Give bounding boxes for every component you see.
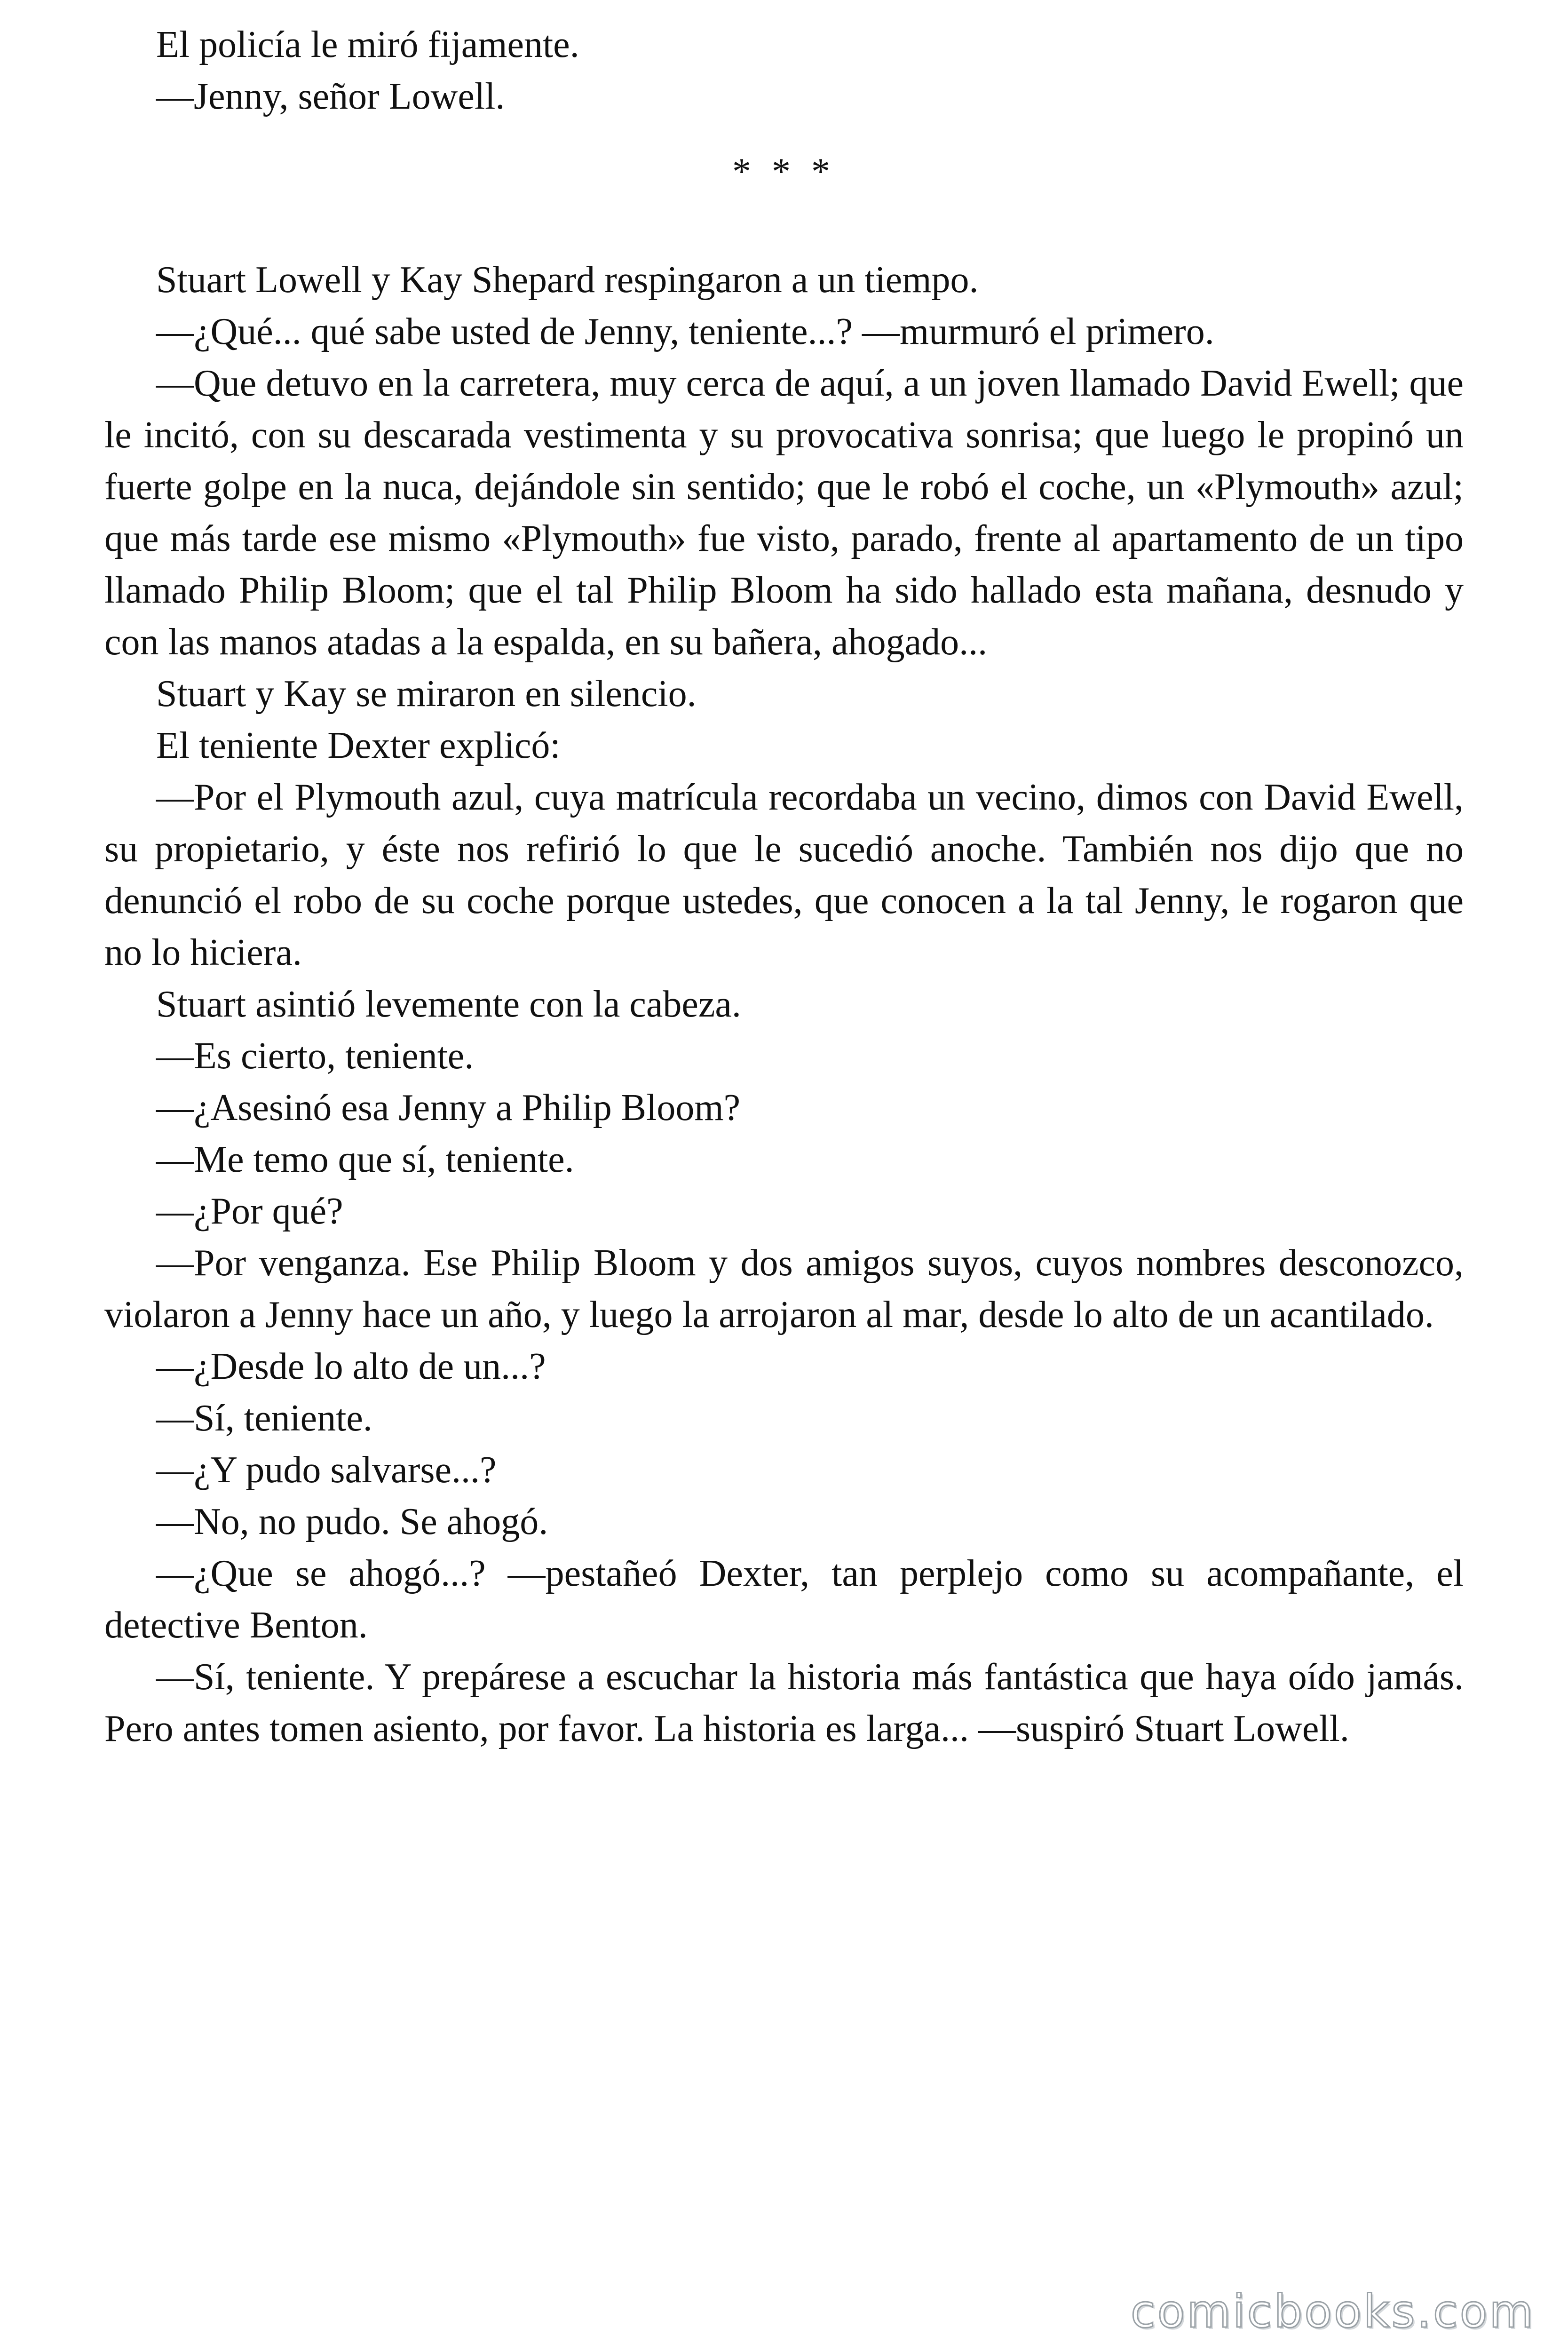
paragraph: El policía le miró fijamente.: [156, 24, 579, 65]
paragraph: —¿Qué... qué sabe usted de Jenny, teniente...? —murmuró el primero.: [156, 311, 1214, 352]
paragraph: —No, no pudo. Se ahogó.: [156, 1501, 548, 1542]
paragraph: —Por el Plymouth azul, cuya matrícula recordaba un vecino, dimos con David Ewell, su propietario, y éste nos refirió lo que le sucedió anoche. También nos dijo que no denunció el robo de su coche porque ustedes, que conocen a la tal Jenny, le rogaron que no lo hiciera.: [104, 777, 1464, 973]
paragraph: —Por venganza. Ese Philip Bloom y dos amigos suyos, cuyos nombres desconozco, violaron a Jenny hace un año, y luego la arrojaron al mar, desde lo alto de un acantilado.: [104, 1242, 1464, 1335]
paragraph: —¿Por qué?: [156, 1191, 343, 1232]
paragraph: Stuart asintió levemente con la cabeza.: [156, 984, 741, 1025]
body-text: [104, 19, 1464, 1755]
paragraph: Stuart Lowell y Kay Shepard respingaron a un tiempo.: [156, 259, 979, 301]
paragraph: —Es cierto, teniente.: [156, 1035, 474, 1077]
paragraph: —Me temo que sí, teniente.: [156, 1139, 574, 1180]
paragraph: —¿Asesinó esa Jenny a Philip Bloom?: [156, 1087, 741, 1128]
paragraph: —¿Desde lo alto de un...?: [156, 1346, 546, 1387]
paragraph: —¿Y pudo salvarse...?: [156, 1449, 497, 1491]
paragraph: —Que detuvo en la carretera, muy cerca de aquí, a un joven llamado David Ewell; que le incitó, con su descarada vestimenta y su provocativa sonrisa; que luego le propinó un fuerte golpe en la nuca, dejándole sin sentido; que le robó el coche, un «Plymouth» azul; que más tarde ese mismo «Plymouth» fue visto, parado, frente al apartamento de un tipo llamado Philip Bloom; que el tal Philip Bloom ha sido hallado esta mañana, desnudo y con las manos atadas a la espalda, en su bañera, ahogado...: [104, 363, 1464, 663]
paragraph: —Sí, teniente. Y prepárese a escuchar la historia más fantástica que haya oído jamás. Pero antes tomen asiento, por favor. La historia es larga... —suspiró Stuart Lowell.: [104, 1656, 1464, 1749]
paragraph: —¿Que se ahogó...? —pestañeó Dexter, tan perplejo como su acompañante, el detective Benton.: [104, 1553, 1464, 1646]
paragraph: Stuart y Kay se miraron en silencio.: [156, 673, 697, 715]
watermark-logo: comicbooks.com: [1130, 2285, 1535, 2338]
paragraph: El teniente Dexter explicó:: [156, 725, 561, 766]
paragraph: —Jenny, señor Lowell.: [156, 76, 505, 117]
paragraph: —Sí, teniente.: [156, 1398, 372, 1439]
section-separator: * * *: [732, 151, 836, 192]
